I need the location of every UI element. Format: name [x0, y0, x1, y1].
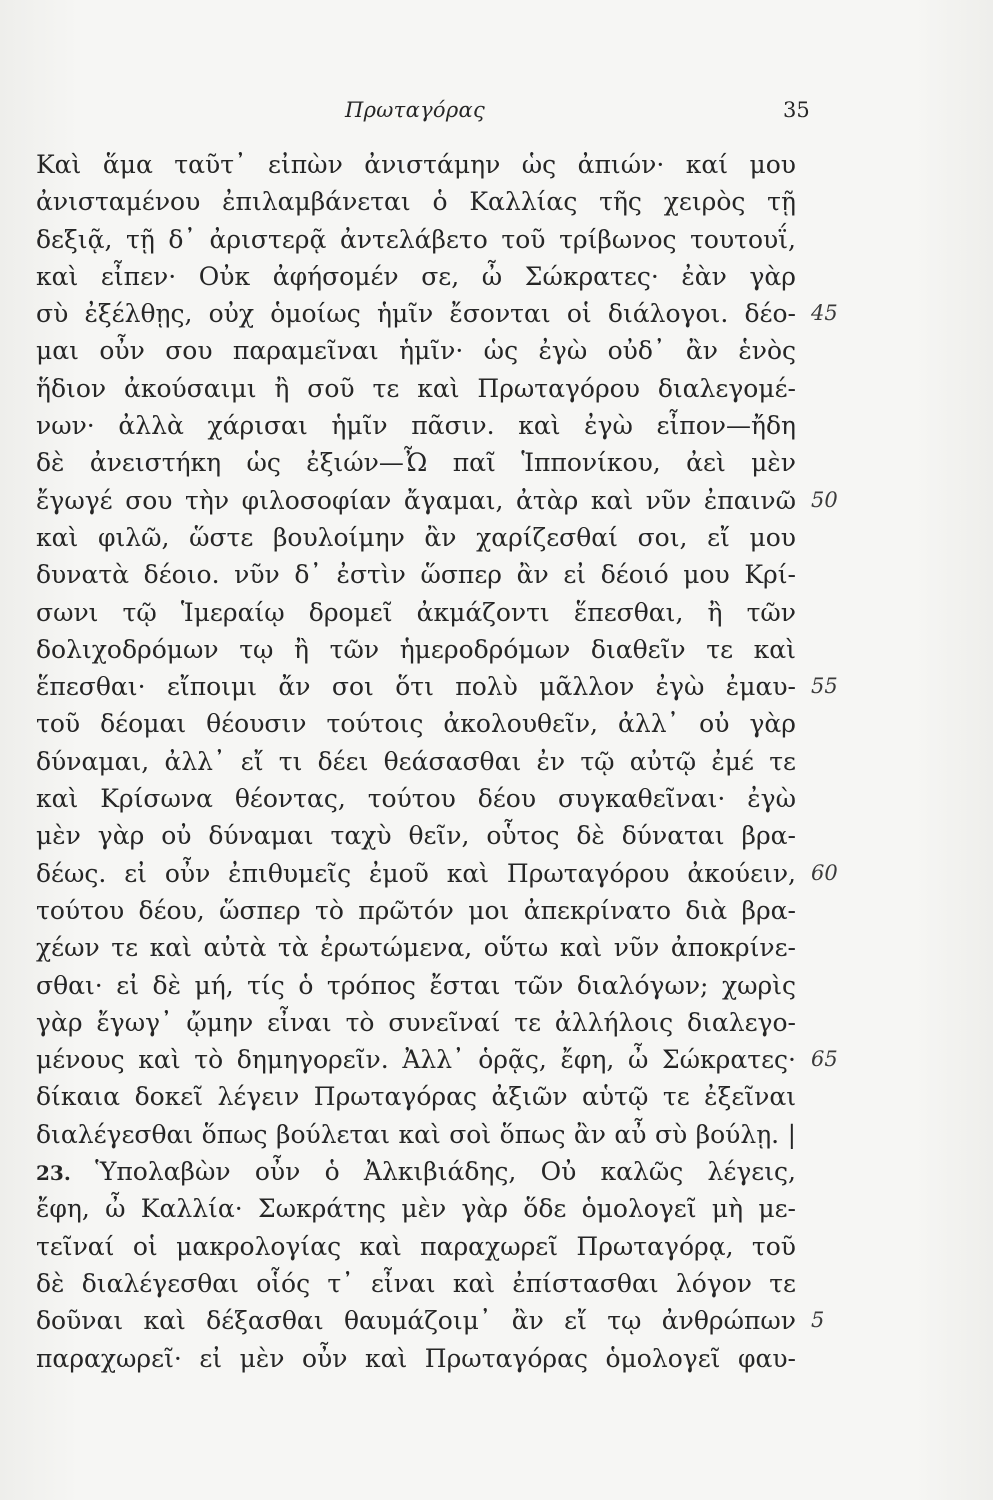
text-line	[36, 817, 796, 854]
text-line	[36, 929, 796, 966]
line-text: σωνι τῷ Ἱμεραίῳ δρομεῖ ἀκμάζοντι ἕπεσθαι, ἢ τῶν	[36, 597, 796, 627]
line-text: γὰρ ἔγωγ᾽ ᾤμην εἶναι τὸ συνεῖναί τε ἀλλήλοις διαλεγο-	[36, 1007, 796, 1037]
text-line	[36, 258, 796, 295]
line-text: τεῖναί οἱ μακρολογίας καὶ παραχωρεῖ Πρωταγόρᾳ, τοῦ	[36, 1231, 796, 1261]
running-head	[0, 98, 993, 132]
line-text: καὶ φιλῶ, ὥστε βουλοίμην ἂν χαρίζεσθαί σοι, εἴ μου	[36, 522, 796, 552]
line-text: τοῦ δέομαι θέουσιν τούτοις ἀκολουθεῖν, ἀλλ᾽ οὐ γὰρ	[36, 709, 796, 739]
line-text: μαι οὖν σου παραμεῖναι ἡμῖν· ὡς ἐγὼ οὐδ᾽ ἂν ἑνὸς	[36, 336, 796, 366]
line-text: τούτου δέου, ὥσπερ τὸ πρῶτόν μοι ἀπεκρίνατο διὰ βρα-	[36, 895, 796, 925]
line-text: ἀνισταμένου ἐπιλαμβάνεται ὁ Καλλίας τῆς χειρὸς τῇ	[36, 187, 796, 217]
line-text: Καὶ ἅμα ταῦτ᾽ εἰπὼν ἀνιστάμην ὡς ἀπιών· καί μου	[36, 150, 796, 179]
line-text: δολιχοδρόμων τῳ ἢ τῶν ἡμεροδρόμων διαθεῖν τε καὶ	[36, 634, 796, 664]
text-line	[36, 594, 796, 631]
line-text: παραχωρεῖ· εἰ μὲν οὖν καὶ Πρωταγόρας ὁμολογεῖ φαυ-	[36, 1343, 796, 1373]
text-line	[36, 780, 796, 817]
line-text: ἔγωγέ σου τὴν φιλοσοφίαν ἄγαμαι, ἀτὰρ καὶ νῦν ἐπαινῶ	[36, 485, 796, 515]
line-text: δὲ ἀνειστήκη ὡς ἐξιών—Ὦ παῖ Ἱππονίκου, ἀεὶ μὲν	[36, 448, 796, 478]
margin-line-number: 60	[811, 860, 838, 885]
line-text: μένους καὶ τὸ δημηγορεῖν. Ἀλλ᾽ ὁρᾷς, ἔφη, ὦ Σώκρατες·	[36, 1045, 796, 1075]
line-text: καὶ Κρίσωνα θέοντας, τούτου δέου συγκαθεῖναι· ἐγὼ	[36, 784, 796, 814]
text-line	[36, 444, 796, 481]
text-line	[36, 221, 796, 258]
text-line	[36, 295, 838, 332]
text-block	[36, 146, 838, 1377]
text-line	[36, 1153, 796, 1190]
line-text: χέων τε καὶ αὐτὰ τὰ ἐρωτώμενα, οὕτω καὶ νῦν ἀποκρίνε-	[36, 933, 796, 963]
line-text: ἔφη, ὦ Καλλία· Σωκράτης μὲν γὰρ ὅδε ὁμολογεῖ μὴ με-	[36, 1194, 796, 1224]
line-text: νων· ἀλλὰ χάρισαι ἡμῖν πᾶσιν. καὶ ἐγὼ εἶπον—ἤδη	[36, 411, 796, 441]
line-text: ἥδιον ἀκούσαιμι ἢ σοῦ τε καὶ Πρωταγόρου διαλεγομέ-	[36, 373, 796, 403]
line-text: δὲ διαλέγεσθαι οἷός τ᾽ εἶναι καὶ ἐπίστασθαι λόγον τε	[36, 1268, 796, 1298]
line-text: δέως. εἰ οὖν ἐπιθυμεῖς ἐμοῦ καὶ Πρωταγόρου ἀκούειν,	[36, 858, 796, 888]
line-text: δεξιᾷ, τῇ δ᾽ ἀριστερᾷ ἀντελάβετο τοῦ τρίβωνος τουτουΐ,	[36, 224, 796, 254]
text-line	[36, 519, 796, 556]
margin-line-number: 50	[811, 487, 838, 512]
text-line	[36, 1302, 825, 1339]
line-text: καὶ εἶπεν· Οὐκ ἀφήσομέν σε, ὦ Σώκρατες· ἐὰν γὰρ	[36, 261, 796, 291]
margin-line-number: 45	[811, 301, 838, 326]
text-line	[36, 482, 838, 519]
text-line	[36, 332, 796, 369]
text-line	[36, 855, 838, 892]
text-line	[36, 1190, 796, 1227]
text-line	[36, 668, 838, 705]
line-text: σθαι· εἰ δὲ μή, τίς ὁ τρόπος ἔσται τῶν διαλόγων; χωρὶς	[36, 970, 796, 1000]
text-line	[36, 1116, 796, 1153]
margin-line-number: 5	[811, 1308, 825, 1333]
margin-line-number: 55	[811, 674, 838, 699]
text-line	[36, 1078, 796, 1115]
text-line	[36, 1004, 796, 1041]
text-line	[36, 892, 796, 929]
text-line	[36, 1041, 838, 1078]
text-line	[36, 1265, 796, 1302]
line-text: ἕπεσθαι· εἴποιμι ἄν σοι ὅτι πολὺ μᾶλλον ἐγὼ ἐμαυ-	[36, 672, 796, 702]
text-line	[36, 631, 796, 668]
line-text: διαλέγεσθαι ὅπως βούλεται καὶ σοὶ ὅπως ἂν αὖ σὺ βούλῃ. |	[36, 1119, 796, 1149]
text-line	[36, 556, 796, 593]
line-text: δύναμαι, ἀλλ᾽ εἴ τι δέει θεάσασθαι ἐν τῷ αὐτῷ ἐμέ τε	[36, 746, 796, 776]
text-line	[36, 1340, 796, 1377]
page-number: 35	[783, 98, 810, 122]
running-title: Πρωταγόρας	[345, 98, 486, 122]
chapter-number: 23.	[36, 1161, 71, 1186]
line-text: δίκαια δοκεῖ λέγειν Πρωταγόρας ἀξιῶν αὑτῷ τε ἐξεῖναι	[36, 1082, 796, 1112]
text-line	[36, 407, 796, 444]
margin-line-number: 65	[811, 1047, 838, 1072]
line-text: δυνατὰ δέοιο. νῦν δ᾽ ἐστὶν ὥσπερ ἂν εἰ δέοιό μου Κρί-	[36, 560, 796, 590]
text-line	[36, 1228, 796, 1265]
text-line	[36, 183, 796, 220]
line-text: Ὑπολαβὼν οὖν ὁ Ἀλκιβιάδης, Οὐ καλῶς λέγεις,	[95, 1157, 796, 1187]
text-line	[36, 967, 796, 1004]
line-text: σὺ ἐξέλθῃς, οὐχ ὁμοίως ἡμῖν ἔσονται οἱ διάλογοι. δέο-	[36, 299, 796, 329]
line-text: μὲν γὰρ οὐ δύναμαι ταχὺ θεῖν, οὗτος δὲ δύναται βρα-	[36, 821, 796, 851]
text-line	[36, 370, 796, 407]
line-text: δοῦναι καὶ δέξασθαι θαυμάζοιμ᾽ ἂν εἴ τῳ ἀνθρώπων	[36, 1306, 796, 1336]
text-line	[36, 146, 796, 183]
text-line	[36, 705, 796, 742]
text-line	[36, 743, 796, 780]
